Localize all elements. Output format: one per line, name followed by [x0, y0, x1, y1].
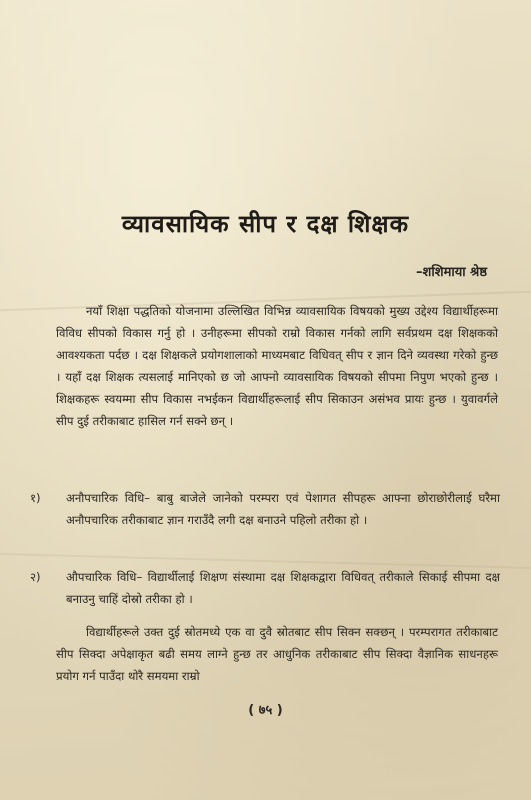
- article-title: व्यावसायिक सीप र दक्ष शिक्षक: [121, 210, 410, 238]
- closing-paragraph: विद्यार्थीहरूले उक्त दुई स्रोतमध्ये एक वा दुवै स्रोतबाट सीप सिक्न सक्छन् । परम्परागत तरीकाबाट सीप सिक्दा अपेक्षाकृत बढी समय लाग्ने हुन्छ तर आधुनिक तरीकाबाट सीप सिक्दा वैज्ञानिक साधनहरू प्रयोग गर्न पाउँदा थोरै समयमा राम्रो: [56, 625, 498, 683]
- list-item-number: १): [30, 491, 41, 505]
- author-byline: –शशिमाया श्रेष्ठ: [416, 265, 487, 280]
- intro-paragraph: नयाँ शिक्षा पद्धतिको योजनामा उल्लिखित विभिन्न व्यावसायिक विषयको मुख्य उद्देश्य विद्यार्थीहरूमा विविध सीपको विकास गर्नु हो । उनीहरूमा सीपको राम्रो विकास गर्नको लागि सर्वप्रथम दक्ष शिक्षकको आवश्यकता पर्दछ । दक्ष शिक्षकले प्रयोगशालाको माध्यमबाट विधिवत् सीप र ज्ञान दिने व्यवस्था गरेको हुन्छ । यहाँ दक्ष शिक्षक त्यसलाई मानिएको छ जो आफ्नो व्यावसायिक विषयको सीपमा निपुण भएको हुन्छ । शिक्षकहरू स्वयम्मा सीप विकास नभईकन विद्यार्थीहरूलाई सीप सिकाउन असंभव प्रायः हुन्छ । युवावर्गले सीप दुई तरीकाबाट हासिल गर्न सक्ने छन् ।: [56, 304, 498, 428]
- list-item-text: औपचारिक विधि– विद्यार्थीलाई शिक्षण संस्थामा दक्ष शिक्षकद्वारा विधिवत् तरीकाले सिकाई सीपमा दक्ष बनाउनु चाहिं दोस्रो तरीका हो ।: [66, 570, 500, 606]
- list-item-text: अनौपचारिक विधि– बाबु बाजेले जानेको परम्परा एवं पेशागत सीपहरू आफ्ना छोराछोरीलाई घरैमा अनौपचारिक तरीकाबाट ज्ञान गराउँदै लगी दक्ष बनाउने पहिलो तरीका हो ।: [66, 491, 500, 527]
- page-number: ( ७५ ): [248, 703, 283, 718]
- list-item-number: २): [30, 570, 41, 584]
